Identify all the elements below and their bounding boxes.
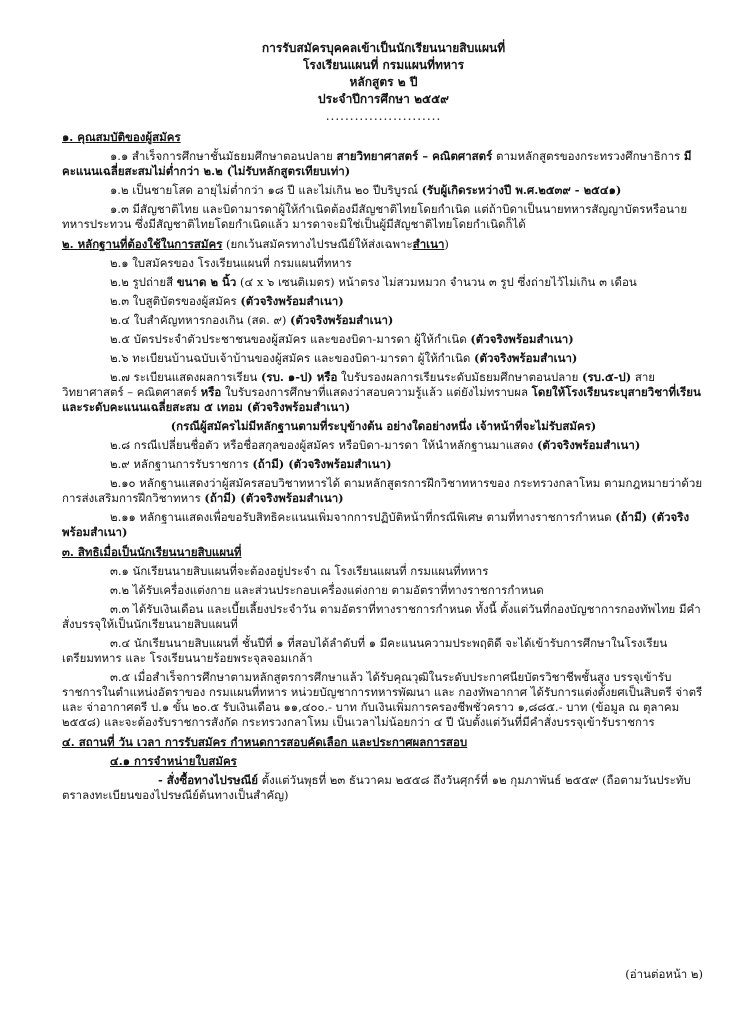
list-item bbox=[62, 149, 705, 179]
item-emphasis: (ถ้ามี) (ตัวจริงพร้อมสำเนา) bbox=[204, 491, 344, 505]
section-title: ๑. คุณสมบัติของผู้สมัคร bbox=[62, 130, 181, 144]
item-emphasis: โดยให้โรงเรียนระบุสายวิชาที่เรียน และระดับคะแนนเฉลี่ยสะสม ๕ เทอม (ตัวจริงพร้อมสำเนา) bbox=[62, 385, 701, 414]
section-schedule bbox=[62, 735, 705, 803]
item-text: ๒.๖ ทะเบียนบ้านฉบับเจ้าบ้านของผู้สมัคร และของบิดา-มารดา ผู้ให้กำเนิด bbox=[110, 351, 475, 365]
section-rights bbox=[62, 545, 705, 730]
item-emphasis: (ตัวจริงพร้อมสำเนา) bbox=[240, 294, 344, 308]
section-note-emphasis: สำเนา bbox=[412, 237, 445, 251]
item-emphasis: (รบ.๕-ป) bbox=[582, 370, 632, 384]
list-item bbox=[62, 457, 705, 472]
item-emphasis: มีคะแนนเฉลี่ยสะสมไม่ต่ำกว่า ๒.๒ (ไม่รับหลักสูตรเทียบเท่า) bbox=[62, 149, 692, 178]
section-documents bbox=[62, 237, 705, 540]
notice-text: (กรณีผู้สมัครไม่มีหลักฐานตามที่ระบุข้างต้น อย่างใดอย่างหนึ่ง เจ้าหน้าที่จะไม่รับสมัคร) bbox=[170, 419, 597, 433]
item-emphasis: (รับผู้เกิดระหว่างปี พ.ศ.๒๕๓๙ - ๒๕๔๑) bbox=[421, 183, 622, 197]
item-text: ๒.๑๑ หลักฐานแสดงเพื่อขอรับสิทธิคะแนนเพิ่มจากการปฏิบัติหน้าที่กรณีพิเศษ ตามที่ทางราชการกำหนด bbox=[110, 510, 616, 524]
list-item: ๓.๕ เมื่อสำเร็จการศึกษาตามหลักสูตรการศึกษาแล้ว ได้รับคุณวุฒิในระดับประกาศนียบัตรวิชาชีพชั้นสูง บรรจุเข้ารับราชการในตำแหน่งอัตราของ กรมแผนที่ทหาร หน่วยบัญชาการทหารพัฒนา และ กองทัพอากาศ ได้รับการแต่งตั้งยศเป็นสิบตรี จ่าตรี และ จ่าอากาศตรี ป.๑ ขั้น ๒๐.๕ รับเงินเดือน ๑๑,๔๐๐.- บาท กับเงินเพิ่มการครองชีพชั่วคราว ๑,๘๘๕.- บาท (ข้อมูล ณ ตุลาคม ๒๕๕๘) และจะต้องรับราชการสังกัด กระทรวงกลาโหม เป็นเวลาไม่น้อยกว่า ๔ ปี นับตั้งแต่วันที่มีคำสั่งบรรจุเข้ารับราชการ bbox=[62, 670, 703, 729]
document-header bbox=[62, 40, 705, 125]
section-note-end: ) bbox=[444, 237, 449, 251]
item-emphasis: (ตัวจริงพร้อมสำเนา) bbox=[470, 332, 574, 346]
section-heading bbox=[62, 735, 705, 750]
list-item bbox=[62, 351, 705, 366]
list-item bbox=[62, 510, 705, 540]
continue-note: (อ่านต่อหน้า ๒) bbox=[625, 967, 703, 981]
item-emphasis: (รบ. ๑-ป) หรือ bbox=[260, 370, 338, 384]
list-item: ๓.๑ นักเรียนนายสิบแผนที่จะต้องอยู่ประจำ ณ โรงเรียนแผนที่ กรมแผนที่ทหาร bbox=[110, 564, 489, 578]
item-text: ๒.๗ ระเบียนแสดงผลการเรียน bbox=[110, 370, 261, 384]
item-text: ๒.๒ รูปถ่ายสี bbox=[110, 275, 177, 289]
item-text: ๒.๙ หลักฐานการรับราชการ bbox=[110, 457, 253, 471]
subsection-title bbox=[62, 754, 705, 769]
header-title: การรับสมัครบุคคลเข้าเป็นนักเรียนนายสิบแผนที่ bbox=[261, 41, 506, 55]
list-item bbox=[62, 294, 705, 309]
subsection-label: ๔.๑ การจำหน่ายใบสมัคร bbox=[110, 754, 237, 768]
item-emphasis: หรือ bbox=[200, 385, 222, 399]
item-emphasis: สายวิทยาศาสตร์ – คณิตศาสตร์ bbox=[336, 149, 493, 163]
list-item: ๓.๒ ได้รับเครื่องแต่งกาย และส่วนประกอบเครื่องแต่งกาย ตามอัตราที่ทางราชการกำหนด bbox=[110, 583, 544, 597]
list-item bbox=[62, 275, 705, 290]
item-text: (๔ x ๖ เซนติเมตร) หน้าตรง ไม่สวมหมวก จำนวน ๓ รูป ซึ่งถ่ายไว้ไม่เกิน ๓ เดือน bbox=[236, 275, 637, 289]
item-text: ใบรับรองการศึกษาที่แสดงว่าสอบความรู้แล้ว แต่ยังไม่ทราบผล bbox=[221, 385, 532, 399]
item-text: ๒.๕ บัตรประจำตัวประชาชนของผู้สมัคร และของบิดา-มารดา ผู้ให้กำเนิด bbox=[110, 332, 471, 346]
item-text: ๑.๒ เป็นชายโสด อายุไม่ต่ำกว่า ๑๘ ปี และไม่เกิน ๒๐ ปีบริบูรณ์ bbox=[110, 183, 422, 197]
item-text: สายวิทยาศาสตร์ – คณิตศาสตร์ bbox=[62, 370, 656, 399]
list-item: ๒.๑ ใบสมัครของ โรงเรียนแผนที่ กรมแผนที่ทหาร bbox=[110, 256, 352, 270]
section-title: ๔. สถานที่ วัน เวลา การรับสมัคร กำหนดการสอบคัดเลือก และประกาศผลการสอบ bbox=[62, 735, 468, 749]
item-emphasis: (ตัวจริงพร้อมสำเนา) bbox=[474, 351, 578, 365]
item-emphasis: (ถ้ามี) (ตัวจริงพร้อมสำเนา) bbox=[252, 457, 392, 471]
item-text: ๑.๑ สำเร็จการศึกษาชั้นมัธยมศึกษาตอนปลาย bbox=[110, 149, 337, 163]
list-item: ๑.๓ มีสัญชาติไทย และบิดามารดาผู้ให้กำเนิดต้องมีสัญชาติไทยโดยกำเนิด แต่ถ้าบิดาเป็นนายทหารสัญญาบัตรหรือนายทหารประทวน ซึ่งมีสัญชาติไทยโดยกำเนิดแล้ว มารดาจะมิใช่เป็นผู้มีสัญชาติไทยโดยกำเนิดก็ได้ bbox=[62, 202, 688, 231]
section-heading bbox=[62, 130, 705, 145]
header-year: ประจำปีการศึกษา ๒๕๕๙ bbox=[318, 92, 449, 106]
item-emphasis: - สั่งซื้อทางไปรษณีย์ bbox=[158, 773, 259, 787]
item-text: ๒.๔ ใบสำคัญทหารกองเกิน (สด. ๙) bbox=[110, 313, 291, 327]
item-text: ๒.๓ ใบสูติบัตรของผู้สมัคร bbox=[110, 294, 241, 308]
item-text: ใบรับรองผลการเรียนระดับมัธยมศึกษาตอนปลาย bbox=[337, 370, 583, 384]
list-item bbox=[62, 370, 705, 415]
header-course: หลักสูตร ๒ ปี bbox=[349, 75, 418, 89]
item-text: ๒.๑๐ หลักฐานแสดงว่าผู้สมัครสอบวิชาทหารได้ ตามหลักสูตรการฝึกวิชาทหารของ กระทรวงกลาโหม ตามกฎหมายว่าด้วยการส่งเสริมการฝึกวิชาทหาร bbox=[62, 476, 703, 505]
item-emphasis: (ตัวจริงพร้อมสำเนา) bbox=[290, 313, 394, 327]
item-text: ตั้งแต่วันพุธที่ ๒๓ ธันวาคม ๒๕๕๘ ถึงวันศุกร์ที่ ๑๒ กุมภาพันธ์ ๒๕๕๙ (ถือตามวันประทับตราลงทะเบียนของไปรษณีย์ต้นทางเป็นสำคัญ) bbox=[62, 773, 691, 802]
list-item bbox=[62, 332, 705, 347]
section-qualifications bbox=[62, 130, 705, 232]
section-heading bbox=[62, 237, 705, 252]
section-title: ๒. หลักฐานที่ต้องใช้ในการสมัคร bbox=[62, 237, 223, 251]
list-item bbox=[62, 773, 705, 803]
list-item bbox=[62, 476, 705, 506]
item-emphasis: (ถ้ามี) (ตัวจริงพร้อมสำเนา) bbox=[62, 510, 690, 539]
item-emphasis: (ตัวจริงพร้อมสำเนา) bbox=[536, 438, 641, 452]
list-item: ๓.๔ นักเรียนนายสิบแผนที่ ชั้นปีที่ ๑ ที่สอบได้ลำดับที่ ๑ มีคะแนนความประพฤติดี จะได้เข้ารับการศึกษาในโรงเรียนเตรียมทหาร และ โรงเรียนนายร้อยพระจุลจอมเกล้า bbox=[62, 636, 668, 665]
item-text: ๒.๘ กรณีเปลี่ยนชื่อตัว หรือชื่อสกุลของผู้สมัคร หรือบิดา-มารดา ให้นำหลักฐานมาแสดง bbox=[110, 438, 537, 452]
list-item bbox=[62, 438, 705, 453]
item-text: ตามหลักสูตรของกระทรวงศึกษาธิการ bbox=[492, 149, 684, 163]
section-heading bbox=[62, 545, 705, 560]
header-school: โรงเรียนแผนที่ กรมแผนที่ทหาร bbox=[302, 58, 465, 72]
list-item: ๓.๓ ได้รับเงินเดือน และเบี้ยเลี้ยงประจำวัน ตามอัตราที่ทางราชการกำหนด ทั้งนี้ ตั้งแต่วันที่กองบัญชาการกองทัพไทย มีคำสั่งบรรจุให้เป็นนักเรียนนายสิบแผนที่ bbox=[62, 602, 701, 631]
section-title: ๓. สิทธิเมื่อเป็นนักเรียนนายสิบแผนที่ bbox=[62, 545, 242, 559]
header-dots: ........................ bbox=[325, 109, 442, 123]
section-note: (ยกเว้นสมัครทางไปรษณีย์ให้ส่งเฉพาะ bbox=[222, 237, 413, 251]
item-emphasis: ขนาด ๒ นิ้ว bbox=[176, 275, 237, 289]
list-item bbox=[62, 183, 705, 198]
list-item bbox=[62, 313, 705, 328]
